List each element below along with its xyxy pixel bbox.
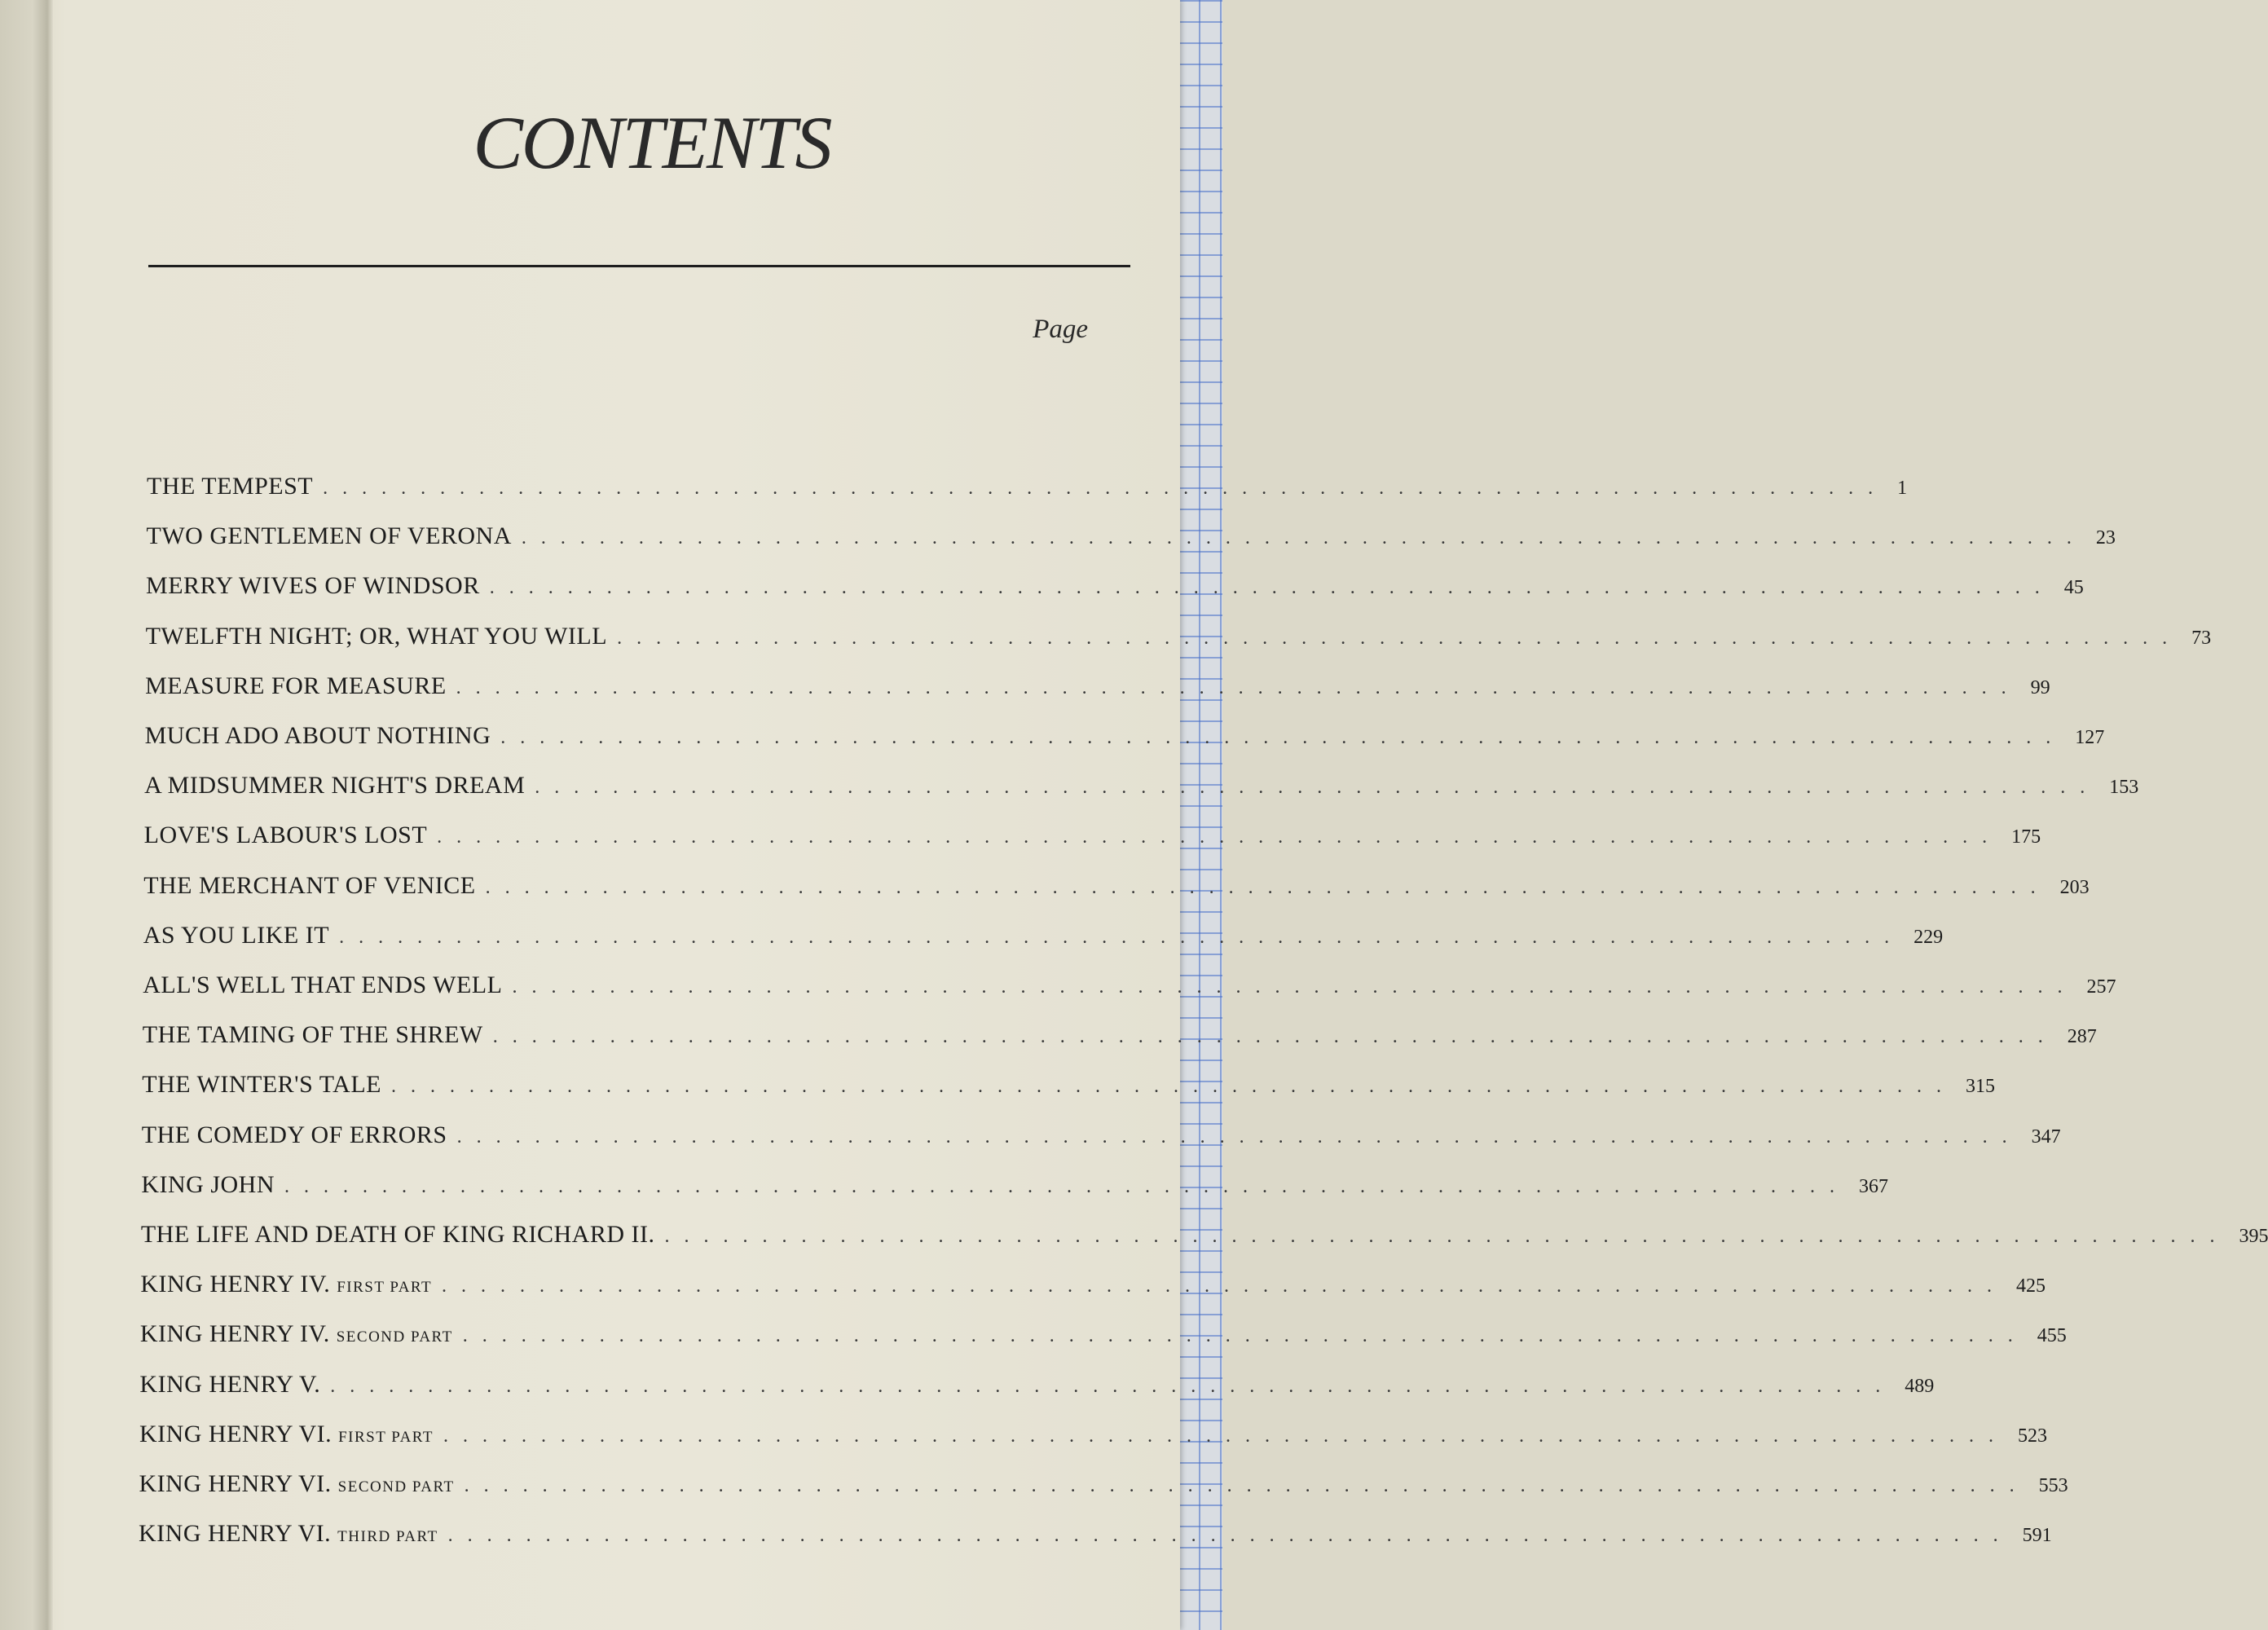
- toc-entry-title: THE TEMPEST: [147, 473, 314, 500]
- toc-entry: [147, 473, 1908, 500]
- toc-entry-page-number: 553: [2038, 1475, 2068, 1496]
- toc-entry-title: KING HENRY VI.: [139, 1420, 332, 1447]
- toc-entry-title: MUCH ADO ABOUT NOTHING: [144, 722, 491, 749]
- toc-entry-page-number: 127: [2075, 727, 2105, 748]
- toc-entry-title: ALL'S WELL THAT ENDS WELL: [143, 971, 503, 998]
- toc-entry: [145, 622, 2212, 650]
- toc-entry: [141, 1121, 2061, 1149]
- toc-entry-page-number: 347: [2031, 1126, 2061, 1148]
- toc-entry-title: MERRY WIVES OF WINDSOR: [146, 572, 480, 600]
- dot-leader: ................................................................................: [443, 1425, 2008, 1447]
- dot-leader: ................................................................................: [521, 527, 2086, 549]
- toc-entry: [139, 1320, 2067, 1348]
- toc-entry-page-number: 23: [2095, 527, 2116, 549]
- toc-entry-title: THE MERCHANT OF VENICE: [143, 871, 476, 899]
- toc-entry-title: TWELFTH NIGHT; OR, WHAT YOU WILL: [145, 622, 608, 650]
- toc-entry: [140, 1271, 2046, 1298]
- toc-entry: [139, 1470, 2068, 1498]
- toc-entry-page-number: 591: [2022, 1525, 2052, 1547]
- toc-entry-page-number: 153: [2109, 777, 2139, 799]
- toc-entry: [143, 921, 1944, 949]
- toc-entry-page-number: 315: [1965, 1076, 1995, 1098]
- toc-entry-title: AS YOU LIKE IT: [143, 921, 330, 949]
- toc-entry-title: MEASURE FOR MEASURE: [145, 672, 447, 699]
- dot-leader: ................................................................................: [330, 1375, 1896, 1397]
- toc-entry-page-number: 455: [2037, 1325, 2067, 1347]
- toc-entry-title: KING JOHN: [141, 1170, 275, 1198]
- dot-leader: ................................................................................: [390, 1076, 1956, 1098]
- dot-leader: ................................................................................: [489, 577, 2054, 599]
- toc-entry: [146, 572, 2084, 600]
- dot-leader: ................................................................................: [492, 1026, 2058, 1048]
- dot-leader: ................................................................................: [500, 727, 2066, 748]
- toc-entry-title: TWO GENTLEMEN OF VERONA: [146, 522, 512, 550]
- dot-leader: ................................................................................: [456, 1126, 2022, 1148]
- toc-entry-title: THE COMEDY OF ERRORS: [141, 1121, 447, 1148]
- dot-leader: ................................................................................: [284, 1175, 1849, 1197]
- toc-entry: [143, 822, 2041, 849]
- dot-leader: ................................................................................: [617, 627, 2182, 649]
- dot-leader: ................................................................................: [339, 926, 1905, 948]
- toc-entry-title: KING HENRY VI.: [139, 1470, 332, 1497]
- toc-entry-title: LOVE'S LABOUR'S LOST: [143, 822, 428, 849]
- toc-entry: [144, 722, 2105, 750]
- toc-entry-part: SECOND PART: [336, 1328, 453, 1346]
- toc-entry-page-number: 367: [1858, 1175, 1888, 1197]
- toc-entry-title: KING HENRY V.: [139, 1370, 321, 1398]
- toc-entry-title: THE LIFE AND DEATH OF KING RICHARD II.: [140, 1221, 655, 1248]
- toc-entry-title: THE WINTER'S TALE: [142, 1071, 381, 1099]
- dot-leader: ................................................................................: [447, 1525, 2013, 1547]
- dot-leader: ................................................................................: [323, 478, 1888, 499]
- toc-entry-page-number: 45: [2063, 577, 2084, 599]
- toc-entry-part: THIRD PART: [337, 1528, 438, 1546]
- toc-entry: [143, 871, 2090, 900]
- toc-entry-page-number: 425: [2016, 1275, 2046, 1297]
- toc-entry-page-number: 287: [2067, 1026, 2097, 1048]
- toc-entry: [144, 772, 2139, 800]
- toc-entry-page-number: 257: [2086, 976, 2116, 998]
- toc-entry-title: KING HENRY IV.: [140, 1271, 331, 1298]
- dot-leader: ................................................................................: [462, 1325, 2028, 1347]
- toc-entry-title: KING HENRY IV.: [139, 1320, 330, 1348]
- toc-entry-page-number: 489: [1905, 1375, 1935, 1397]
- contents-heading: CONTENTS: [473, 101, 831, 184]
- toc-entry: [139, 1370, 1935, 1399]
- toc-entry: [145, 672, 2050, 700]
- toc-entry: [140, 1221, 2268, 1249]
- toc-entry-page-number: 523: [2017, 1425, 2047, 1447]
- toc-entry: [142, 1021, 2097, 1049]
- dot-leader: ................................................................................: [664, 1226, 2230, 1247]
- dot-leader: ................................................................................: [437, 826, 2002, 848]
- toc-entry-page-number: 175: [2011, 826, 2041, 848]
- dot-leader: ................................................................................: [456, 676, 2021, 698]
- dot-leader: ................................................................................: [535, 777, 2100, 799]
- toc-entry-page-number: 1: [1897, 478, 1908, 499]
- dot-leader: ................................................................................: [512, 976, 2077, 998]
- toc-entry: [143, 971, 2116, 999]
- toc-entry: [146, 522, 2116, 550]
- toc-entry-part: FIRST PART: [337, 1279, 433, 1297]
- dot-leader: ................................................................................: [485, 876, 2050, 898]
- toc-entry-title: THE TAMING OF THE SHREW: [142, 1021, 483, 1049]
- toc-entry: [139, 1520, 2052, 1548]
- dot-leader: ................................................................................: [442, 1275, 2007, 1297]
- toc-entry: [139, 1420, 2047, 1448]
- toc-entry-title: KING HENRY VI.: [139, 1520, 332, 1548]
- toc-entry-part: FIRST PART: [338, 1428, 434, 1446]
- toc-entry-page-number: 73: [2191, 627, 2212, 649]
- toc-entry-page-number: 203: [2059, 876, 2090, 898]
- toc-entry-page-number: 229: [1913, 926, 1944, 948]
- dot-leader: ................................................................................: [464, 1475, 2029, 1496]
- toc-entry-page-number: 395: [2239, 1226, 2268, 1247]
- toc-entry-part: SECOND PART: [337, 1478, 455, 1496]
- toc-entry: [141, 1170, 1888, 1199]
- page-column-label: Page: [1033, 315, 1088, 344]
- toc-entry-page-number: 99: [2030, 676, 2050, 698]
- toc-entry-title: A MIDSUMMER NIGHT'S DREAM: [144, 772, 526, 800]
- toc-entry: [142, 1071, 1995, 1099]
